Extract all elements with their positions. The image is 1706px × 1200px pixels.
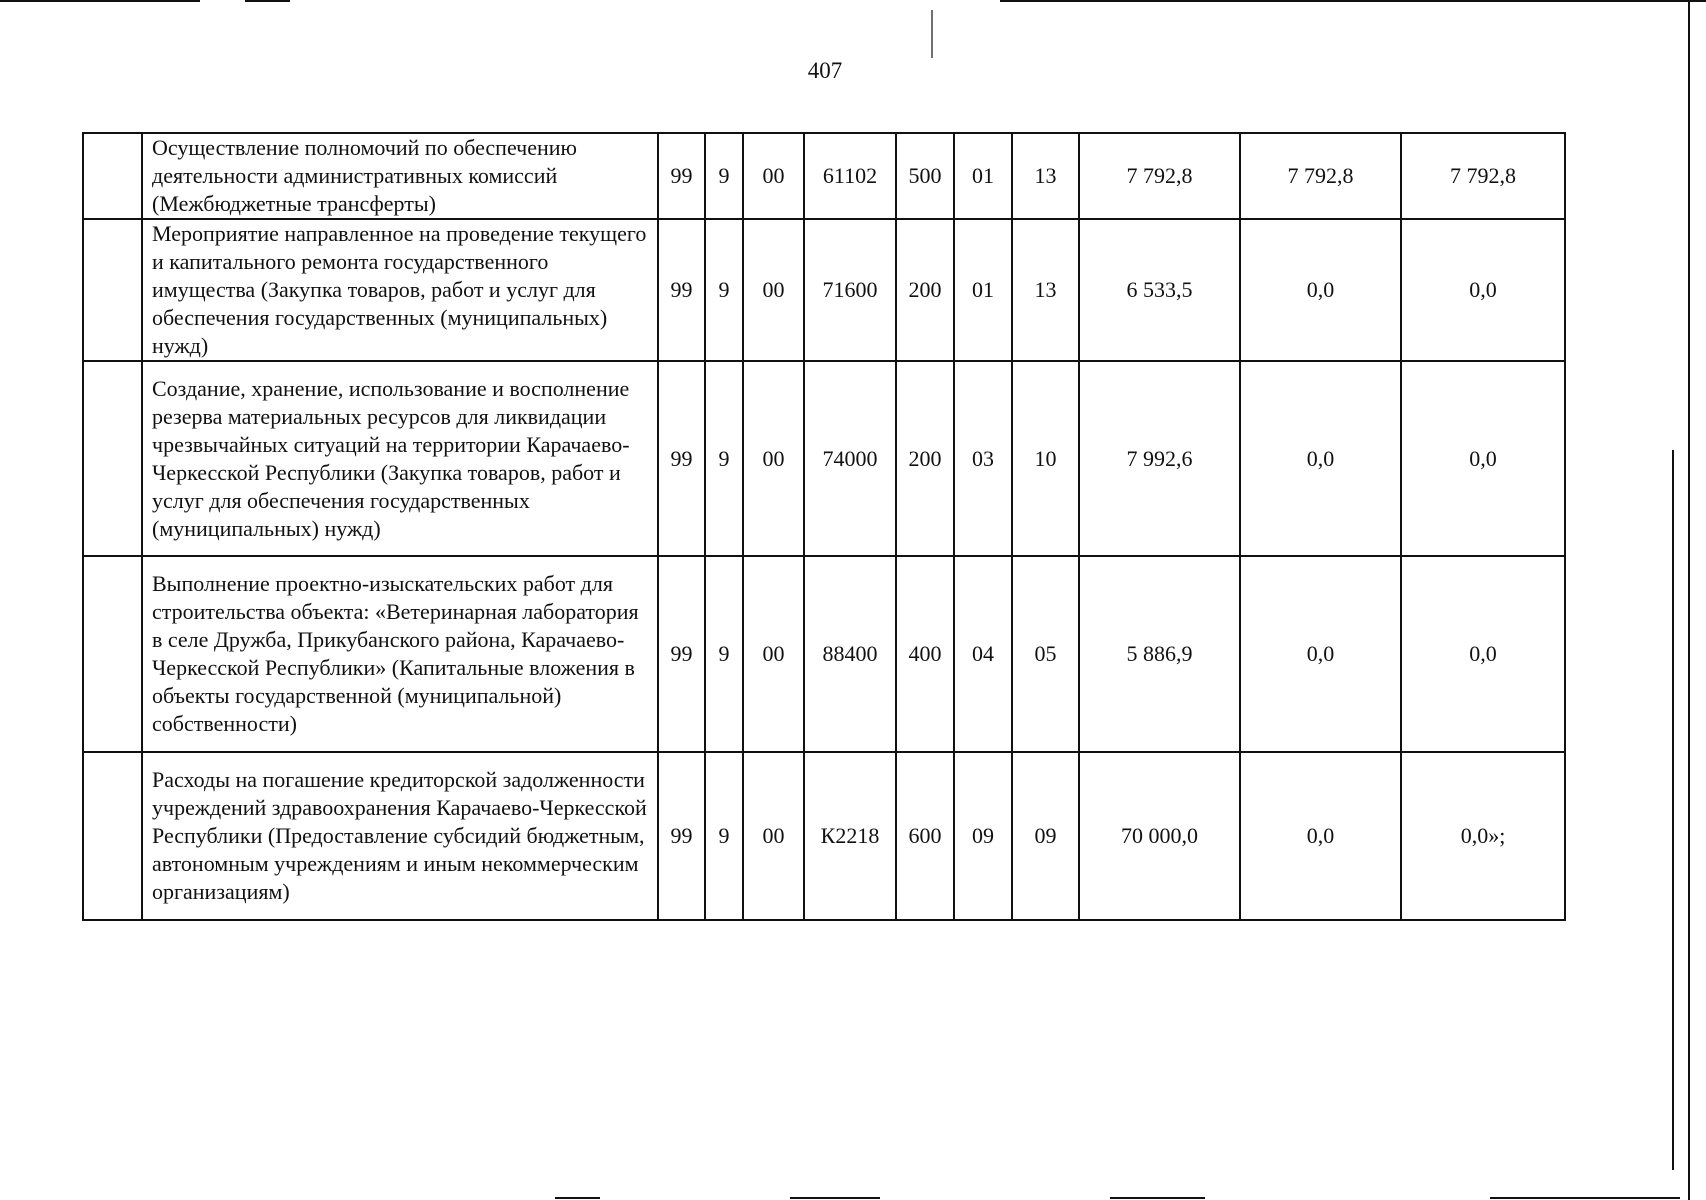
expense-type-cell: 400 <box>896 556 954 752</box>
program-cell: 99 <box>658 219 705 361</box>
expense-type-cell: 500 <box>896 133 954 219</box>
table-row <box>83 219 1565 361</box>
scan-edge-line <box>0 0 200 2</box>
table-row <box>83 133 1565 219</box>
row-number-cell <box>83 219 142 361</box>
scan-edge-line <box>1490 1197 1680 1199</box>
subprogram-cell: 9 <box>705 361 743 556</box>
page-number: 407 <box>807 58 843 83</box>
amount-cell: 0,0 <box>1401 361 1565 556</box>
section-cell: 01 <box>954 133 1012 219</box>
row-number-cell <box>83 361 142 556</box>
description-cell: Создание, хранение, использование и восполнение резерва материальных ресурсов для ликвидации чрезвычайных ситуаций на территории Карачаево-Черкесской Республики (Закупка товаров, работ и услуг для обеспечения государственных (муниципальных) нужд) <box>142 361 658 556</box>
expense-type-cell: 600 <box>896 752 954 920</box>
description-cell: Выполнение проектно-изыскательских работ для строительства объекта: «Ветеринарная лаборатория в селе Дружба, Прикубанского района, Карачаево-Черкесской Республики» (Капитальные вложения в объекты государственной (муниципальной) собственности) <box>142 556 658 752</box>
description-cell: Мероприятие направленное на проведение текущего и капитального ремонта государственного имущества (Закупка товаров, работ и услуг для обеспечения государственных (муниципальных) нужд) <box>142 219 658 361</box>
subprogram-cell: 9 <box>705 219 743 361</box>
amount-cell: 7 792,8 <box>1240 133 1401 219</box>
subsection-cell: 05 <box>1012 556 1079 752</box>
scan-edge-line <box>555 1197 600 1199</box>
amount-cell: 7 992,6 <box>1079 361 1240 556</box>
amount-cell: 0,0 <box>1401 219 1565 361</box>
table-row <box>83 752 1565 920</box>
amount-cell: 6 533,5 <box>1079 219 1240 361</box>
subsection-cell: 09 <box>1012 752 1079 920</box>
program-cell: 99 <box>658 752 705 920</box>
amount-cell: 0,0 <box>1240 556 1401 752</box>
group-cell: 00 <box>743 556 804 752</box>
scan-edge-line <box>790 1197 880 1199</box>
amount-cell: 7 792,8 <box>1079 133 1240 219</box>
program-cell: 99 <box>658 361 705 556</box>
row-number-cell <box>83 752 142 920</box>
section-cell: 01 <box>954 219 1012 361</box>
table-row <box>83 361 1565 556</box>
scan-edge-line <box>1672 450 1674 1170</box>
section-cell: 04 <box>954 556 1012 752</box>
direction-cell: К2218 <box>804 752 896 920</box>
row-number-cell <box>83 556 142 752</box>
subsection-cell: 10 <box>1012 361 1079 556</box>
section-cell: 03 <box>954 361 1012 556</box>
scan-edge-line <box>1000 0 1706 2</box>
amount-cell: 7 792,8 <box>1401 133 1565 219</box>
direction-cell: 71600 <box>804 219 896 361</box>
amount-cell: 0,0 <box>1240 361 1401 556</box>
subsection-cell: 13 <box>1012 133 1079 219</box>
amount-cell: 0,0 <box>1401 556 1565 752</box>
group-cell: 00 <box>743 752 804 920</box>
group-cell: 00 <box>743 133 804 219</box>
table-row <box>83 556 1565 752</box>
direction-cell: 88400 <box>804 556 896 752</box>
description-cell: Осуществление полномочий по обеспечению деятельности административных комиссий (Межбюджетные трансферты) <box>142 133 658 219</box>
subprogram-cell: 9 <box>705 133 743 219</box>
program-cell: 99 <box>658 556 705 752</box>
scan-edge-line <box>245 0 290 2</box>
expense-type-cell: 200 <box>896 361 954 556</box>
scan-edge-line <box>1110 1197 1205 1199</box>
row-number-cell <box>83 133 142 219</box>
amount-cell: 0,0 <box>1240 219 1401 361</box>
expense-type-cell: 200 <box>896 219 954 361</box>
scan-edge-line <box>1688 0 1690 1200</box>
amount-cell: 70 000,0 <box>1079 752 1240 920</box>
table-body <box>83 133 1565 920</box>
subprogram-cell: 9 <box>705 556 743 752</box>
description-cell: Расходы на погашение кредиторской задолженности учреждений здравоохранения Карачаево-Черкесской Республики (Предоставление субсидий бюджетным, автономным учреждениям и иным некоммерческим организациям) <box>142 752 658 920</box>
scan-dash <box>931 10 933 58</box>
section-cell: 09 <box>954 752 1012 920</box>
group-cell: 00 <box>743 219 804 361</box>
group-cell: 00 <box>743 361 804 556</box>
budget-table <box>82 132 1566 921</box>
direction-cell: 61102 <box>804 133 896 219</box>
direction-cell: 74000 <box>804 361 896 556</box>
subprogram-cell: 9 <box>705 752 743 920</box>
amount-cell: 5 886,9 <box>1079 556 1240 752</box>
amount-cell: 0,0 <box>1240 752 1401 920</box>
program-cell: 99 <box>658 133 705 219</box>
subsection-cell: 13 <box>1012 219 1079 361</box>
amount-cell: 0,0»; <box>1401 752 1565 920</box>
